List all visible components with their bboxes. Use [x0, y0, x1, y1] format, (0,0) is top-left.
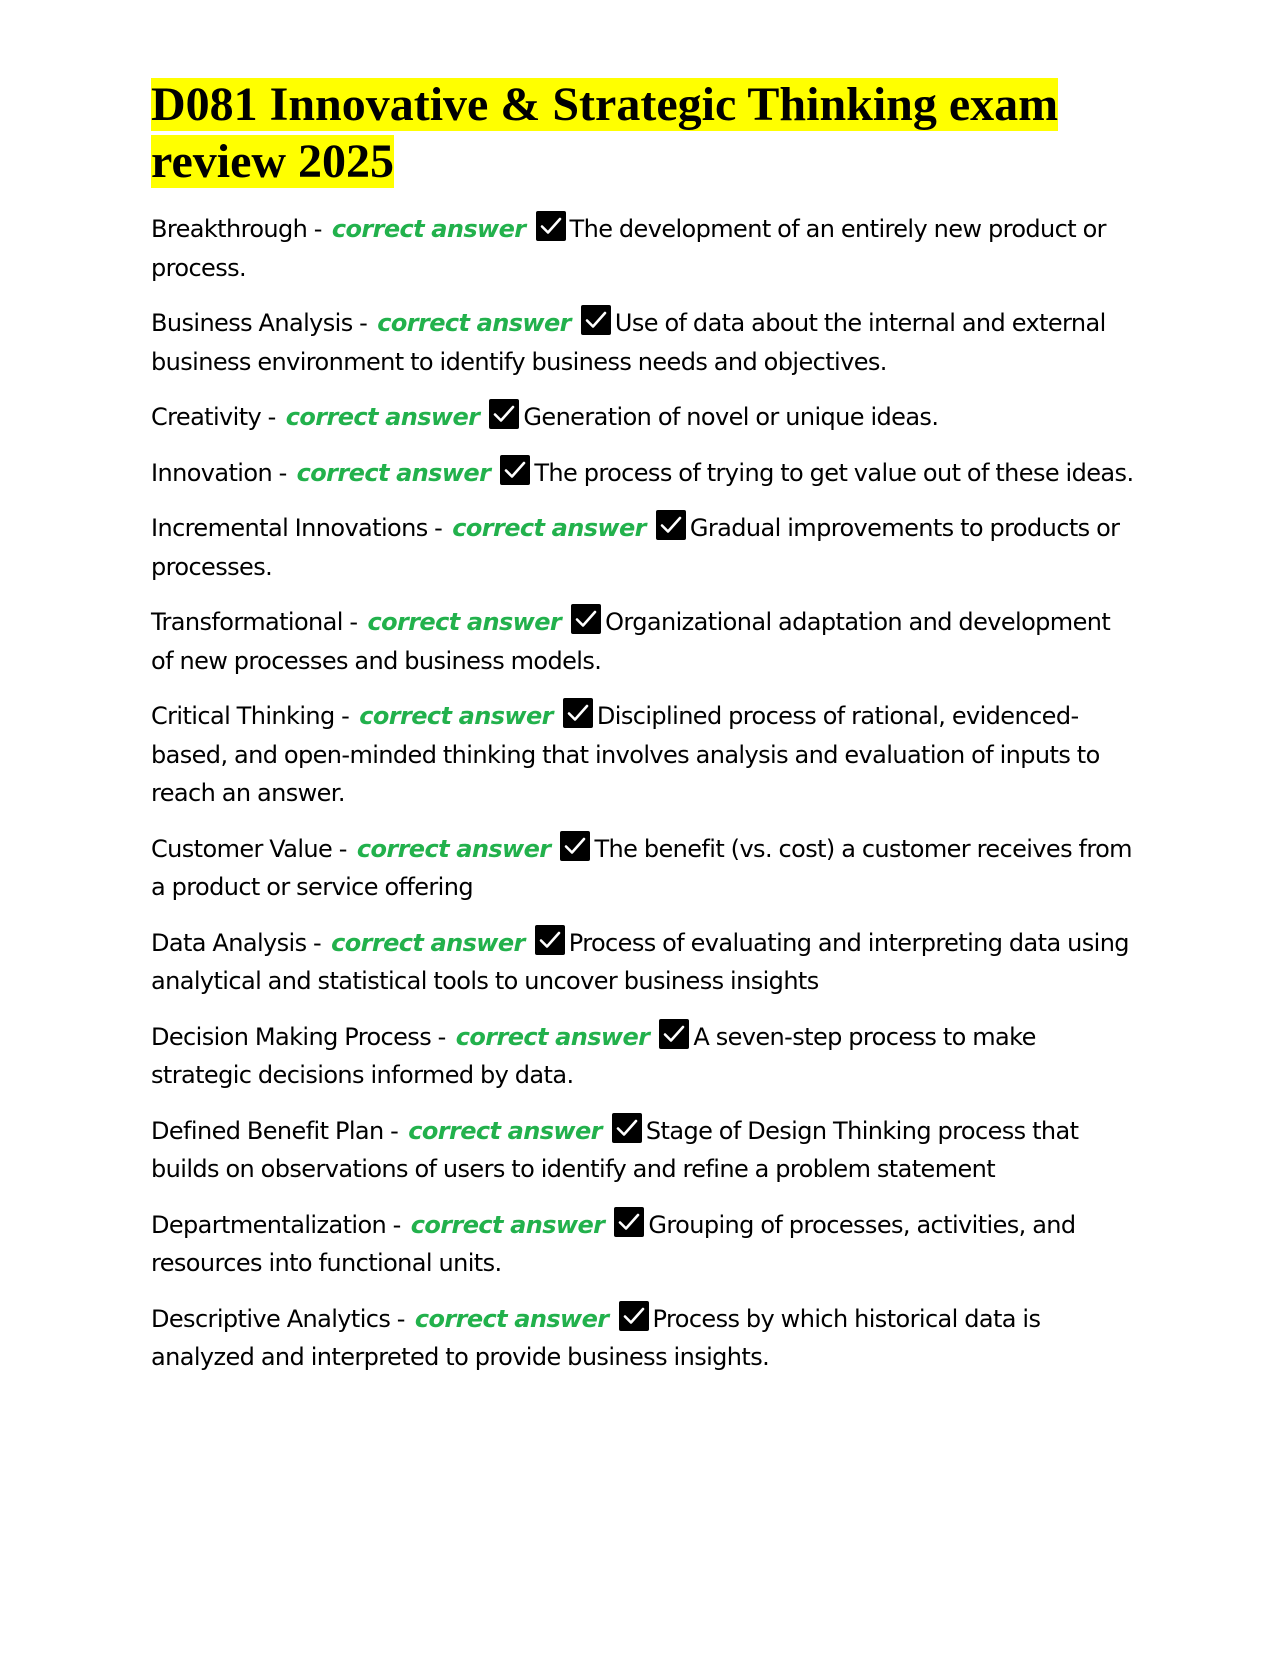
check-box-icon [536, 211, 566, 241]
term: Business Analysis - [151, 309, 368, 337]
correct-answer-label: correct answer [331, 215, 526, 243]
term: Creativity - [151, 403, 276, 431]
definition: The process of trying to get value out of these ideas. [534, 458, 1134, 487]
term: Breakthrough - [151, 215, 322, 243]
check-box-icon [560, 831, 590, 861]
definition: Process of evaluating and interpreting data using analytical and statistical tools to uncover business insights [151, 928, 1129, 995]
definition: Gradual improvements to products or processes. [151, 514, 1120, 581]
term: Decision Making Process - [151, 1022, 446, 1051]
definition: Grouping of processes, activities, and resources into functional units. [151, 1210, 1076, 1277]
check-box-icon [656, 510, 686, 540]
check-box-icon [535, 925, 565, 955]
qa-entry-9 [151, 924, 1136, 1001]
correct-answer-label: correct answer [377, 309, 571, 337]
correct-answer-label: correct answer [414, 1304, 609, 1333]
term: Data Analysis - [151, 928, 322, 957]
term: Defined Benefit Plan - [151, 1116, 399, 1145]
definition: A seven-step process to make strategic decisions informed by data. [151, 1022, 1036, 1089]
correct-answer-label: correct answer [410, 1210, 605, 1239]
qa-entry-12 [151, 1206, 1136, 1283]
definition: Use of data about the internal and external business environment to identify business needs and objectives. [151, 309, 1106, 376]
check-box-icon [489, 399, 519, 429]
check-box-icon [619, 1301, 649, 1331]
definition: Generation of novel or unique ideas. [523, 403, 939, 431]
correct-answer-label: correct answer [452, 514, 646, 542]
check-box-icon [571, 604, 601, 634]
term: Critical Thinking - [151, 702, 350, 730]
definition: The benefit (vs. cost) a customer receives from a product or service offering [151, 834, 1132, 901]
definition: Organizational adaptation and development of new processes and business models. [151, 608, 1111, 675]
qa-entry-7 [151, 697, 1136, 813]
correct-answer-label: correct answer [455, 1022, 650, 1051]
check-box-icon [563, 698, 593, 728]
correct-answer-label: correct answer [367, 608, 562, 636]
document-title [151, 76, 1136, 190]
qa-entry-5 [151, 509, 1136, 586]
correct-answer-label: correct answer [356, 834, 551, 863]
term: Customer Value - [151, 834, 347, 863]
term: Incremental Innovations - [151, 514, 443, 542]
qa-entry-11 [151, 1112, 1136, 1189]
correct-answer-label: correct answer [296, 458, 491, 487]
check-box-icon [614, 1207, 644, 1237]
term: Transformational - [151, 608, 358, 636]
term: Innovation - [151, 458, 287, 487]
qa-entry-8 [151, 830, 1136, 907]
check-box-icon [612, 1113, 642, 1143]
qa-entry-3 [151, 398, 1136, 437]
correct-answer-label: correct answer [359, 702, 553, 730]
term: Descriptive Analytics - [151, 1304, 405, 1333]
qa-entry-4 [151, 454, 1136, 493]
qa-entry-10 [151, 1018, 1136, 1095]
qa-entry-6 [151, 603, 1136, 680]
correct-answer-label: correct answer [331, 928, 525, 957]
definition: The development of an entirely new product or process. [151, 215, 1106, 282]
qa-entry-1 [151, 210, 1136, 287]
correct-answer-label: correct answer [408, 1116, 602, 1145]
title-highlight: D081 Innovative & Strategic Thinking exam review 2025 [151, 78, 1059, 188]
qa-entry-13 [151, 1300, 1136, 1377]
term: Departmentalization - [151, 1210, 401, 1239]
qa-entry-2 [151, 304, 1136, 381]
check-box-icon [659, 1019, 689, 1049]
document-page [151, 76, 1136, 1394]
entry-list [151, 210, 1136, 1377]
correct-answer-label: correct answer [285, 403, 480, 431]
definition: Stage of Design Thinking process that builds on observations of users to identify and refine a problem statement [151, 1116, 1079, 1183]
definition: Process by which historical data is analyzed and interpreted to provide business insights. [151, 1304, 1041, 1371]
check-box-icon [500, 455, 530, 485]
check-box-icon [581, 305, 611, 335]
definition: Disciplined process of rational, evidenced-based, and open-minded thinking that involves analysis and evaluation of inputs to reach an answer. [151, 702, 1100, 807]
